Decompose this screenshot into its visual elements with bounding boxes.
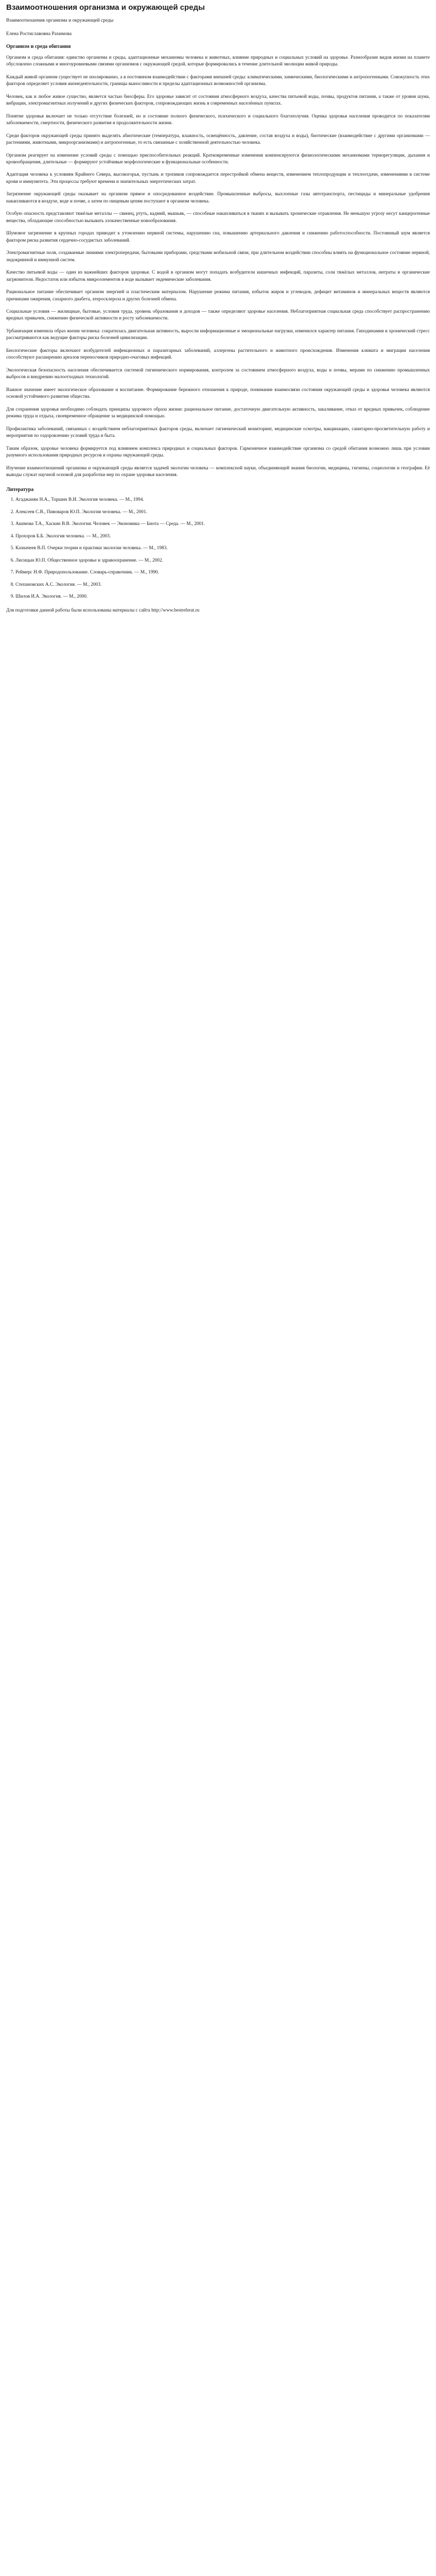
document-page xyxy=(0,0,436,613)
body-paragraph: Для сохранения здоровья необходимо соблюдать принципы здорового образа жизни: рациональное питание, достаточную двигательную активность, закаливание, отказ от вредных привычек, соблюдение режима труда и отдыха, своевременное обращение за медицинской помощью. xyxy=(6,406,430,419)
body-paragraph: Особую опасность представляют тяжёлые металлы — свинец, ртуть, кадмий, мышьяк, — способные накапливаться в тканях и вызывать хронические отравления. Не меньшую угрозу несут канцерогенные вещества, обладающие способностью вызывать злокачественные новообразования. xyxy=(6,211,430,224)
body-paragraph: Шумовое загрязнение в крупных городах приводит к утомлению нервной системы, нарушению сна, повышению артериального давления и снижению работоспособности. Постоянный шум является фактором риска развития сердечно-сосудистых заболеваний. xyxy=(6,231,430,243)
document-title: Взаимоотношения организма и окружающей среды xyxy=(6,3,205,12)
reference-item: 1. Агаджанян Н.А., Торшин В.И. Экология человека. — М., 1994. xyxy=(15,497,430,503)
reference-item: 8. Степановских А.С. Экология. — М., 2003. xyxy=(15,582,430,588)
reference-item: 5. Казначеев В.П. Очерки теории и практики экологии человека. — М., 1983. xyxy=(15,545,430,552)
body-paragraph: Электромагнитные поля, создаваемые линиями электропередачи, бытовыми приборами, средствами мобильной связи, при длительном воздействии способны влиять на функциональное состояние нервной, эндокринной и иммунной систем. xyxy=(6,250,430,263)
body-paragraph: Каждый живой организм существует не изолированно, а в постоянном взаимодействии с факторами внешней среды: климатическими, химическими, биологическими и антропогенными. Совокупность этих факторов определяет условия жизнедеятельности, границы выносливости и пределы адаптационных возможностей организма. xyxy=(6,74,430,87)
body-paragraph: Загрязнение окружающей среды оказывает на организм прямое и опосредованное воздействие. Промышленные выбросы, выхлопные газы автотранспорта, пестициды и минеральные удобрения накапливаются в воздухе, воде и почве, а затем по пищевым цепям поступают в организм человека. xyxy=(6,192,430,204)
body-paragraph: Рациональное питание обеспечивает организм энергией и пластическим материалом. Нарушение режима питания, избыток жиров и углеводов, дефицит витаминов и минеральных веществ являются причинами ожирения, сахарного диабета, атеросклероза и других болезней обмена. xyxy=(6,290,430,302)
body-paragraph: Качество питьевой воды — один из важнейших факторов здоровья. С водой в организм могут попадать возбудители кишечных инфекций, паразиты, соли тяжёлых металлов, нитраты и органические загрязнители. Недостаток или избыток микроэлементов в воде вызывает эндемические заболевания. xyxy=(6,270,430,282)
body-paragraph: Среди факторов окружающей среды принято выделять абиотические (температура, влажность, освещённость, давление, состав воздуха и воды), биотические (взаимодействие с другими организмами — растениями, животными, микроорганизмами) и антропогенные, то есть связанные с хозяйственной деятельностью человека. xyxy=(6,133,430,146)
reference-item: 2. Алексеев С.В., Пивоваров Ю.П. Экология человека. — М., 2001. xyxy=(15,509,430,516)
body-paragraph: Социальные условия — жилищные, бытовые, условия труда, уровень образования и доходов — также определяют здоровье населения. Неблагоприятная социальная среда способствует распространению вредных привычек, снижению физической активности и росту заболеваемости. xyxy=(6,309,430,321)
body-paragraph: Профилактика заболеваний, связанных с воздействием неблагоприятных факторов среды, включает гигиенический мониторинг, медицинские осмотры, вакцинацию, санитарно-просветительную работу и мероприятия по оздоровлению условий труда и быта. xyxy=(6,426,430,439)
literature-heading: Литература xyxy=(6,487,34,493)
body-paragraph: Экологическая безопасность населения обеспечивается системой гигиенического нормирования, контролем за состоянием атмосферного воздуха, воды и почвы, мерами по снижению промышленных выбросов и внедрению малоотходных технологий. xyxy=(6,367,430,380)
reference-list xyxy=(6,497,430,600)
document-author: Елена Ростиславовна Рахимова xyxy=(6,31,72,37)
document-subtitle: Взаимоотношения организма и окружающей среды xyxy=(6,18,114,23)
body-paragraph: Адаптация человека к условиям Крайнего Севера, высокогорья, пустынь и тропиков сопровождается перестройкой обмена веществ, изменением теплопродукции и теплоотдачи, изменениями в системе крови и иммунитета. Эти процессы требуют времени и значительных энергетических затрат. xyxy=(6,172,430,184)
reference-item: 3. Акимова Т.А., Хаскин В.В. Экология. Человек — Экономика — Биота — Среда. — М., 2001. xyxy=(15,521,430,528)
body-paragraph: Понятие здоровья включает не только отсутствие болезней, но и состояние полного физического, психического и социального благополучия. Оценка здоровья населения проводится по показателям заболеваемости, смертности, физического развития и продолжительности жизни. xyxy=(6,113,430,126)
section-heading: Организм и среда обитания xyxy=(6,43,71,49)
body-paragraph: Человек, как и любое живое существо, является частью биосферы. Его здоровье зависит от состояния атмосферного воздуха, качества питьевой воды, почвы, продуктов питания, а также от уровня шума, вибрации, электромагнитных излучений и других физических факторов, сопровождающих жизнь в современных населённых пунктах. xyxy=(6,94,430,107)
body-paragraph: Урбанизация изменила образ жизни человека: сократилась двигательная активность, выросли информационные и эмоциональные нагрузки, изменился характер питания. Гиподинамия и хронический стресс рассматриваются как ведущие факторы риска болезней цивилизации. xyxy=(6,328,430,341)
body-paragraph: Изучение взаимоотношений организма и окружающей среды является задачей экологии человека — комплексной науки, объединяющей знания биологии, медицины, гигиены, социологии и географии. Её выводы служат научной основой для разработки мер по охране здоровья населения. xyxy=(6,465,430,478)
reference-item: 9. Шилов И.А. Экология. — М., 2000. xyxy=(15,594,430,600)
reference-item: 6. Лисицын Ю.П. Общественное здоровье и здравоохранение. — М., 2002. xyxy=(15,557,430,564)
body-paragraph: Таким образом, здоровье человека формируется под влиянием комплекса природных и социальных факторов. Гармоничное взаимодействие организма со средой обитания возможно лишь при условии разумного использования природных ресурсов и охраны окружающей среды. xyxy=(6,446,430,459)
body-paragraph: Биологические факторы включают возбудителей инфекционных и паразитарных заболеваний, аллергены растительного и животного происхождения. Изменения климата и миграции населения способствуют расширению ареалов переносчиков природно-очаговых инфекций. xyxy=(6,348,430,361)
body-paragraph: Организм реагирует на изменение условий среды с помощью приспособительных реакций. Кратковременные изменения компенсируются физиологическими механизмами терморегуляции, дыхания и кровообращения, длительные — формируют устойчивые морфологические и функциональные особенности. xyxy=(6,152,430,165)
reference-item: 4. Прохоров Б.Б. Экология человека. — М., 2003. xyxy=(15,533,430,540)
body-paragraph: Организм и среда обитания: единство организма и среды, адаптационные механизмы человека и животных, влияние природных и социальных условий на здоровье. Разнообразие видов жизни на планете обусловлено сложными и многоуровневыми связями организмов с окружающей средой, которые формировались в течение длительной эволюции живой природы. xyxy=(6,55,430,67)
source-footer: Для подготовки данной работы были использованы материалы с сайта http://www.bestreferat.ru xyxy=(6,607,200,613)
reference-item: 7. Реймерс Н.Ф. Природопользование. Словарь-справочник. — М., 1990. xyxy=(15,569,430,576)
document-body xyxy=(6,55,430,479)
body-paragraph: Важное значение имеет экологическое образование и воспитание. Формирование бережного отношения к природе, понимание взаимосвязи состояния окружающей среды и здоровья человека являются основой устойчивого развития общества. xyxy=(6,387,430,400)
